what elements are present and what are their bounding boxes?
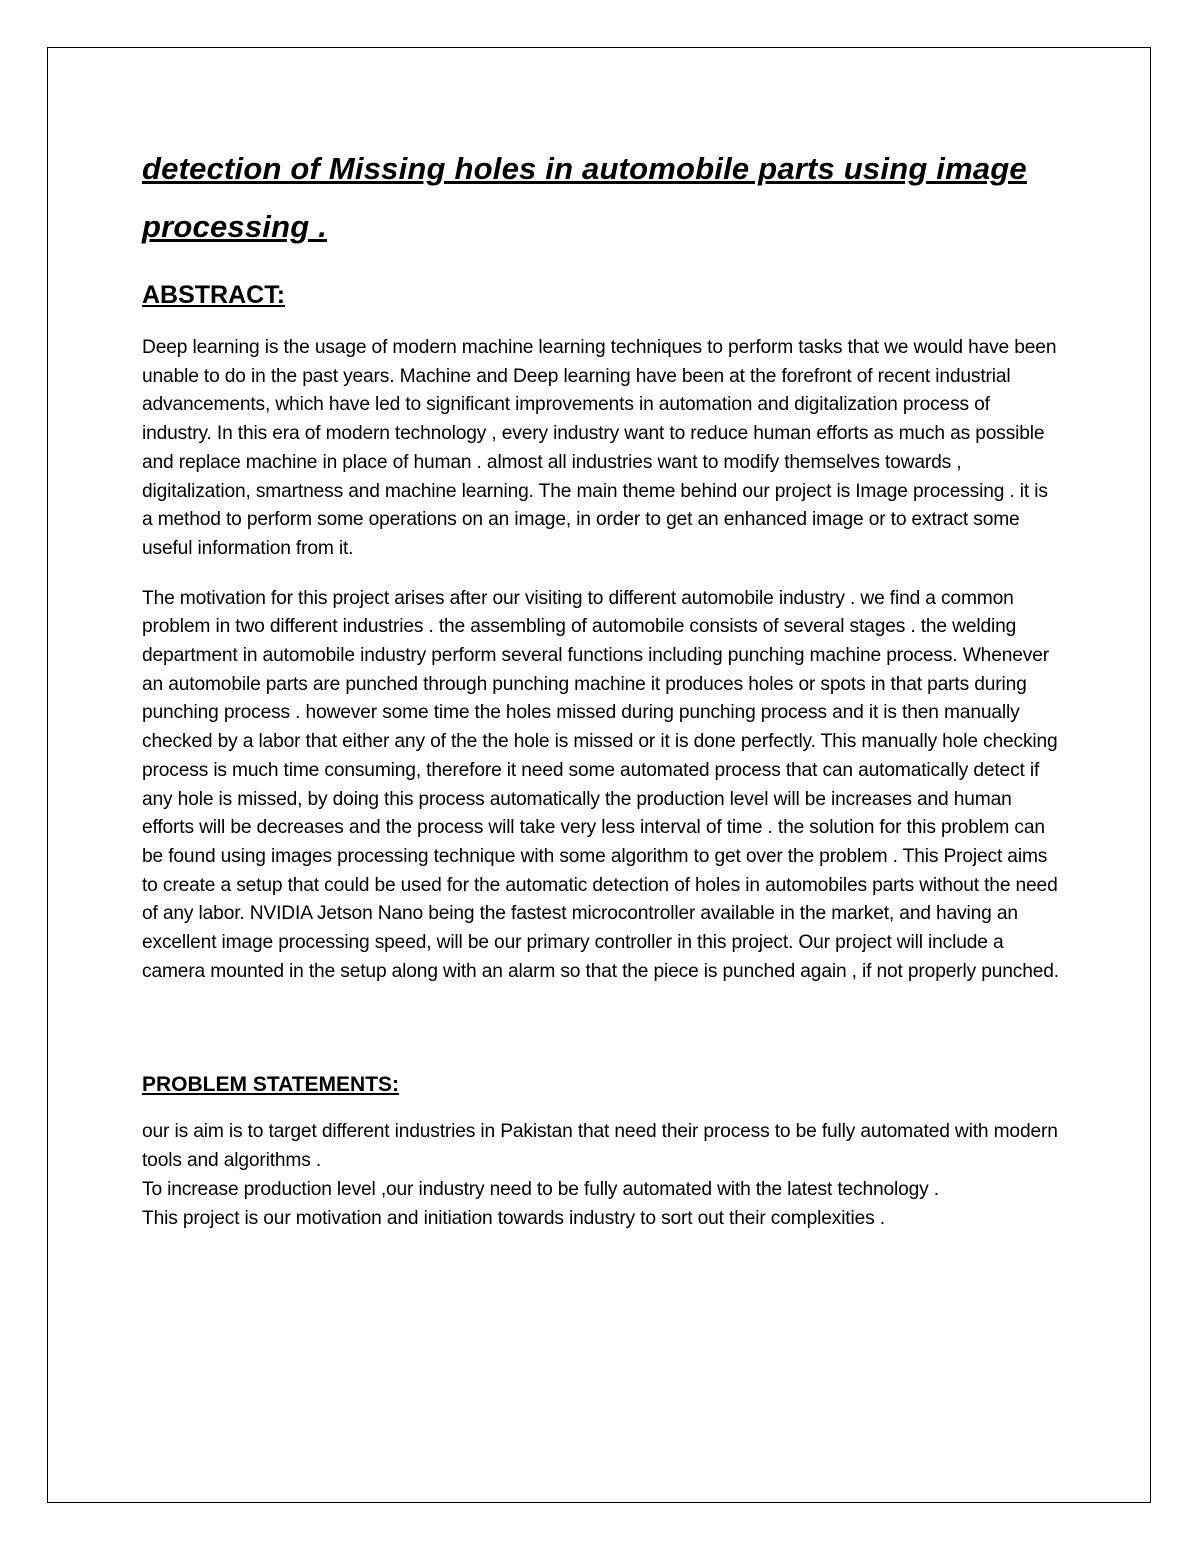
document-body <box>142 140 1062 1233</box>
abstract-paragraph-1: Deep learning is the usage of modern machine learning techniques to perform tasks that we would have been unable to do in the past years. Machine and Deep learning have been at the forefront of recent industrial advancements, which have led to significant improvements in automation and digitalization process of industry. In this era of modern technology , every industry want to reduce human efforts as much as possible and replace machine in place of human . almost all industries want to modify themselves towards , digitalization, smartness and machine learning. The main theme behind our project is Image processing . it is a method to perform some operations on an image, in order to get an enhanced image or to extract some useful information from it. <box>142 337 1057 559</box>
problem-statement-2: To increase production level ,our industry need to be fully automated with the latest technology . <box>142 1178 939 1200</box>
abstract-heading: ABSTRACT: <box>142 281 286 309</box>
problem-statements-heading: PROBLEM STATEMENTS: <box>142 1073 400 1097</box>
document-title: detection of Missing holes in automobile parts using image processing . <box>142 151 1027 244</box>
problem-statements-list <box>142 1118 1062 1233</box>
abstract-paragraph-2: The motivation for this project arises after our visiting to different automobile industry . we find a common problem in two different industries . the assembling of automobile consists of several stages . the welding department in automobile industry perform several functions including punching machine process. Whenever an automobile parts are punched through punching machine it produces holes or spots in that parts during punching process . however some time the holes missed during punching process and it is then manually checked by a labor that either any of the the hole is missed or it is done perfectly. This manually hole checking process is much time consuming, therefore it need some automated process that can automatically detect if any hole is missed, by doing this process automatically the production level will be increases and human efforts will be decreases and the process will take very less interval of time . the solution for this problem can be found using images processing technique with some algorithm to get over the problem . This Project aims to create a setup that could be used for the automatic detection of holes in automobiles parts without the need of any labor. NVIDIA Jetson Nano being the fastest microcontroller available in the market, and having an excellent image processing speed, will be our primary controller in this project. Our project will include a camera mounted in the setup along with an alarm so that the piece is punched again , if not properly punched. <box>142 587 1059 982</box>
problem-statement-3: This project is our motivation and initiation towards industry to sort out their complexities . <box>142 1207 885 1229</box>
problem-statement-1: our is aim is to target different industries in Pakistan that need their process to be fully automated with modern tools and algorithms . <box>142 1121 1058 1172</box>
